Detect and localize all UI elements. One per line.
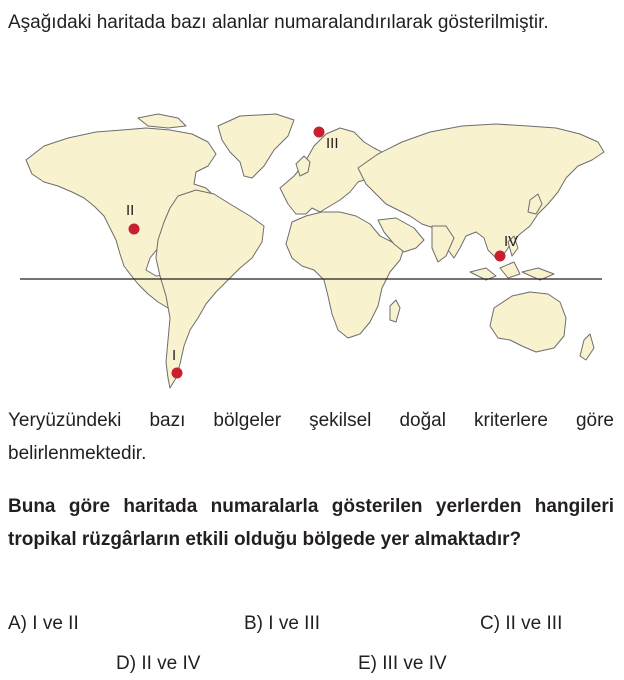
marker-dot xyxy=(129,224,140,235)
marker-label: III xyxy=(326,135,339,152)
marker-label: IV xyxy=(504,233,519,250)
indonesia xyxy=(470,262,554,280)
marker-label: II xyxy=(126,202,135,219)
option-a[interactable]: A) I ve II xyxy=(8,613,79,634)
option-b[interactable]: B) I ve III xyxy=(244,613,321,634)
arctic-islands xyxy=(138,114,186,128)
greenland xyxy=(218,114,294,178)
question-text: Buna göre haritada numaralarla gösterilen yerlerden hangileri tropikal rüzgârların etkili olduğu bölgede yer almaktadır? xyxy=(8,496,614,550)
world-map xyxy=(18,108,608,398)
new-zealand xyxy=(580,334,594,360)
option-e[interactable]: E) III ve IV xyxy=(358,653,447,674)
marker-label: I xyxy=(172,347,177,364)
marker-dot xyxy=(495,251,506,262)
marker-dot xyxy=(172,368,183,379)
marker-dot xyxy=(314,127,325,138)
option-d[interactable]: D) II ve IV xyxy=(116,653,201,674)
intro-text: Aşağıdaki haritada bazı alanlar numaralandırılarak gösterilmiştir. xyxy=(8,12,549,33)
note-text: Yeryüzündeki bazı bölgeler şekilsel doğal kriterlere göre belirlenmektedir. xyxy=(8,410,614,464)
australia xyxy=(490,292,566,352)
continents xyxy=(26,114,604,388)
option-c[interactable]: C) II ve III xyxy=(480,613,563,634)
madagascar xyxy=(390,300,400,322)
